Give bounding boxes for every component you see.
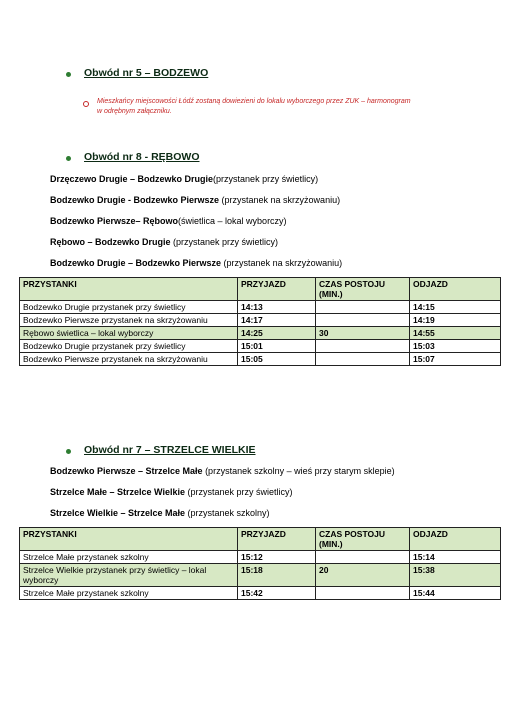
table-row-highlighted [20, 564, 501, 587]
table-header-row [20, 278, 501, 301]
wait-cell [316, 353, 410, 366]
column-header: CZAS POSTOJU (MIN.) [316, 528, 410, 551]
route-detail: (przystanek przy świetlicy) [213, 174, 319, 184]
departure-cell: 15:38 [410, 564, 501, 587]
section-heading-obwod-8: Obwód nr 8 - RĘBOWO [84, 151, 200, 163]
route-detail: (świetlica – lokal wyborczy) [178, 216, 287, 226]
route-line [50, 508, 270, 519]
stop-cell: Bodzewko Pierwsze przystanek na skrzyżowaniu [20, 353, 238, 366]
departure-cell: 15:07 [410, 353, 501, 366]
departure-cell: 14:19 [410, 314, 501, 327]
route-line [50, 258, 342, 269]
bullet-icon [66, 156, 71, 161]
route-detail: (przystanek na skrzyżowaniu) [219, 195, 341, 205]
table-row [20, 353, 501, 366]
wait-cell [316, 301, 410, 314]
bullet-icon [66, 72, 71, 77]
table-row [20, 340, 501, 353]
route-detail: (przystanek szkolny – wieś przy starym sklepie) [202, 466, 395, 476]
route-stops: Bodzewko Drugie - Bodzewko Pierwsze [50, 195, 220, 205]
section-heading-obwod-5: Obwód nr 5 – BODZEWO [84, 67, 209, 79]
wait-cell: 30 [316, 327, 410, 340]
stop-cell: Bodzewko Drugie przystanek przy świetlicy [20, 301, 238, 314]
section-heading-obwod-7: Obwód nr 7 – STRZELCE WIELKIE [84, 444, 256, 456]
departure-cell: 14:15 [410, 301, 501, 314]
departure-cell: 15:03 [410, 340, 501, 353]
route-stops: Bodzewko Pierwsze– Rębowo [50, 216, 179, 226]
stop-cell: Bodzewko Drugie przystanek przy świetlicy [20, 340, 238, 353]
table-row-highlighted [20, 327, 501, 340]
route-line [50, 466, 395, 477]
route-line [50, 174, 318, 185]
stop-cell: Bodzewko Pierwsze przystanek na skrzyżowaniu [20, 314, 238, 327]
route-line [50, 237, 278, 248]
route-line [50, 216, 287, 227]
bullet-icon [66, 449, 71, 454]
table-header-row [20, 528, 501, 551]
wait-cell: 20 [316, 564, 410, 587]
arrival-cell: 14:25 [238, 327, 316, 340]
table-row [20, 314, 501, 327]
column-header: PRZYJAZD [238, 278, 316, 301]
route-detail: (przystanek szkolny) [185, 508, 270, 518]
route-detail: (przystanek przy świetlicy) [185, 487, 293, 497]
column-header: PRZYSTANKI [20, 278, 238, 301]
column-header: PRZYSTANKI [20, 528, 238, 551]
stop-cell: Strzelce Wielkie przystanek przy świetlicy – lokal wyborczy [20, 564, 238, 587]
column-header: PRZYJAZD [238, 528, 316, 551]
wait-cell [316, 587, 410, 600]
arrival-cell: 15:05 [238, 353, 316, 366]
column-header: ODJAZD [410, 528, 501, 551]
wait-cell [316, 340, 410, 353]
departure-cell: 15:44 [410, 587, 501, 600]
table-row [20, 551, 501, 564]
arrival-cell: 14:13 [238, 301, 316, 314]
stop-cell: Strzelce Małe przystanek szkolny [20, 587, 238, 600]
note-text: Mieszkańcy miejscowości Łódź zostaną dowiezieni do lokalu wyborczego przez ZUK – harmonogram w odrębnym załączniku. [97, 98, 411, 115]
arrival-cell: 14:17 [238, 314, 316, 327]
arrival-cell: 15:42 [238, 587, 316, 600]
route-line [50, 487, 293, 498]
departure-cell: 14:55 [410, 327, 501, 340]
route-detail: (przystanek na skrzyżowaniu) [221, 258, 343, 268]
wait-cell [316, 551, 410, 564]
departure-cell: 15:14 [410, 551, 501, 564]
column-header: ODJAZD [410, 278, 501, 301]
wait-cell [316, 314, 410, 327]
route-stops: Bodzewko Pierwsze – Strzelce Małe [50, 466, 203, 476]
arrival-cell: 15:18 [238, 564, 316, 587]
table-row [20, 587, 501, 600]
circle-bullet-icon [83, 101, 89, 107]
route-detail: (przystanek przy świetlicy) [170, 237, 279, 247]
arrival-cell: 15:12 [238, 551, 316, 564]
stop-cell: Rębowo świetlica – lokal wyborczy [20, 327, 238, 340]
route-stops: Rębowo – Bodzewko Drugie [50, 237, 171, 247]
route-line [50, 195, 340, 206]
route-stops: Drzęczewo Drugie – Bodzewko Drugie [50, 174, 214, 184]
column-header: CZAS POSTOJU (MIN.) [316, 278, 410, 301]
route-stops: Strzelce Małe – Strzelce Wielkie [50, 487, 185, 497]
route-stops: Strzelce Wielkie – Strzelce Małe [50, 508, 185, 518]
arrival-cell: 15:01 [238, 340, 316, 353]
timetable-obwod-8 [19, 277, 501, 366]
route-stops: Bodzewko Drugie – Bodzewko Pierwsze [50, 258, 222, 268]
stop-cell: Strzelce Małe przystanek szkolny [20, 551, 238, 564]
timetable-obwod-7 [19, 527, 501, 600]
table-row [20, 301, 501, 314]
